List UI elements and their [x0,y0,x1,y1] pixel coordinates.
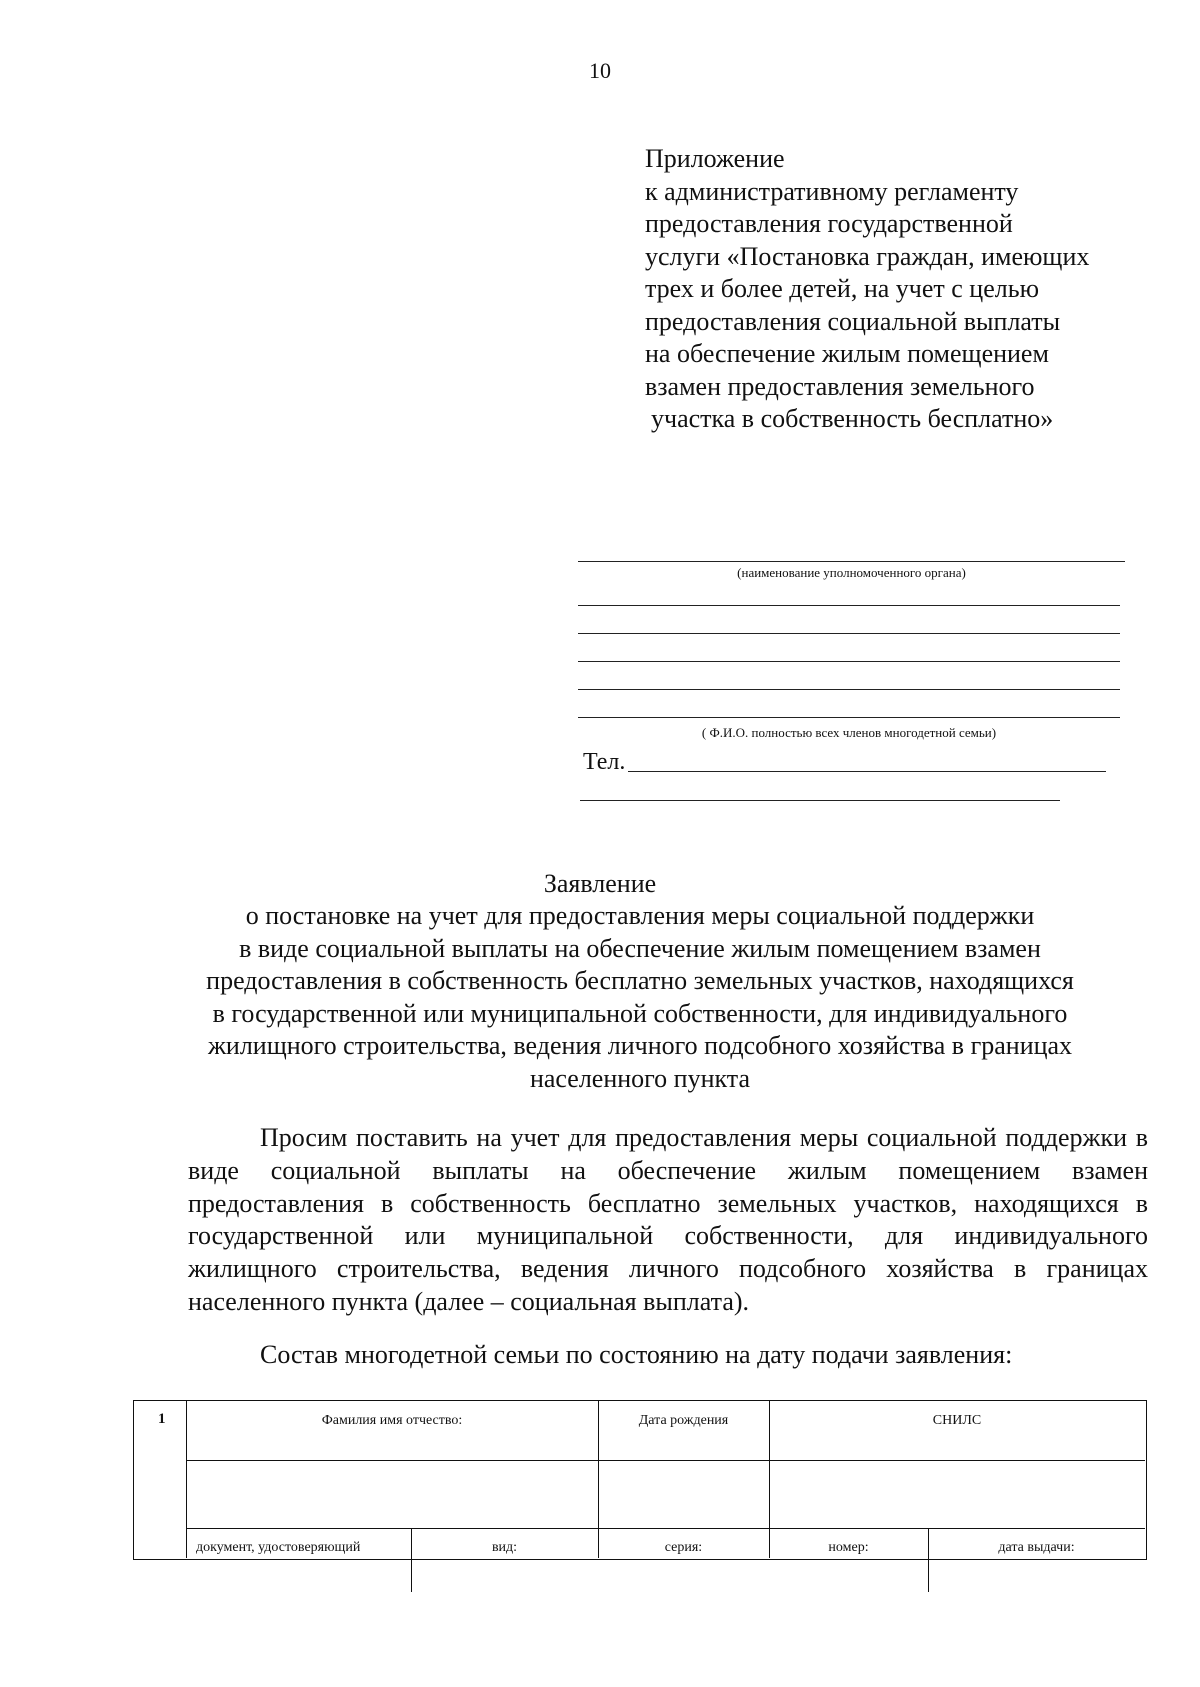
composition-heading: Состав многодетной семьи по состоянию на дату подачи заявления: [260,1340,1013,1369]
family-table [133,1400,1147,1560]
family-caption: ( Ф.И.О. полностью всех членов многодетной семьи) [701,725,997,740]
full-name-cell[interactable] [187,1462,597,1527]
subtitle-line: предоставления в собственность бесплатно земельных участков, находящихся [206,966,1074,995]
tel-label: Тел. [583,749,626,775]
appendix-line: участка в собственность бесплатно» [651,404,1054,433]
appendix-line: услуги «Постановка граждан, имеющих [645,241,1090,271]
extra-line[interactable] [580,800,1060,801]
authority-name-line[interactable] [578,561,1125,562]
document-number-label[interactable]: номер: [828,1540,869,1555]
subtitle-line: о постановке на учет для предоставления меры социальной поддержки [245,901,1035,930]
birth-date-header: Дата рождения [638,1413,729,1428]
row-number: 1 [158,1411,166,1427]
appendix-line: предоставления социальной выплаты [645,306,1061,336]
snils-cell[interactable] [770,1462,1144,1527]
birth-date-cell[interactable] [599,1462,768,1527]
document-type-label[interactable]: вид: [491,1540,518,1555]
subtitle-line: в государственной или муниципальной собственности, для индивидуального [212,998,1068,1028]
full-name-header: Фамилия имя отчество: [321,1413,463,1428]
document-issue-date-label[interactable]: дата выдачи: [998,1540,1075,1555]
subtitle-line: в виде социальной выплаты на обеспечение жилым помещением взамен [239,933,1041,963]
page-number: 10 [589,58,611,83]
appendix-line: взамен предоставления земельного [645,371,1035,401]
subtitle-line: населенного пункта [529,1063,751,1093]
authority-caption: (наименование уполномоченного органа) [737,565,966,580]
family-name-line[interactable] [578,633,1120,634]
appendix-line: на обеспечение жилым помещением [645,339,1049,368]
snils-header: СНИЛС [932,1413,982,1428]
statement-body: Просим поставить на учет для предоставления меры социальной поддержки в виде социальной выплаты на обеспечение жилым помещением взамен предоставления в собственность бесплатно земельных участков, находящихся в государственной или муниципальной собственности, для индивидуального жилищного строительства, ведения личного подсобного хозяйства в границах населенного пункта (далее – социальная выплата). [188,1123,1148,1316]
document-series-label[interactable]: серия: [664,1540,703,1555]
family-name-line[interactable] [578,689,1120,690]
appendix-line: трех и более детей, на учет с целью [645,274,1039,303]
tel-line[interactable] [628,771,1106,772]
family-name-line[interactable] [578,605,1120,606]
appendix-line: предоставления государственной [645,209,1013,238]
statement-title: Заявление [543,869,657,898]
subtitle-line: жилищного строительства, ведения личного подсобного хозяйства в границах [207,1031,1073,1060]
family-name-line[interactable] [578,717,1120,718]
family-name-line[interactable] [578,661,1120,662]
appendix-line: к административному регламенту [645,176,1019,206]
appendix-line: Приложение [645,144,785,173]
document-label: документ, удостоверяющий [196,1540,361,1555]
appendix-heading [645,143,1089,436]
statement-subtitle [150,900,1130,1095]
